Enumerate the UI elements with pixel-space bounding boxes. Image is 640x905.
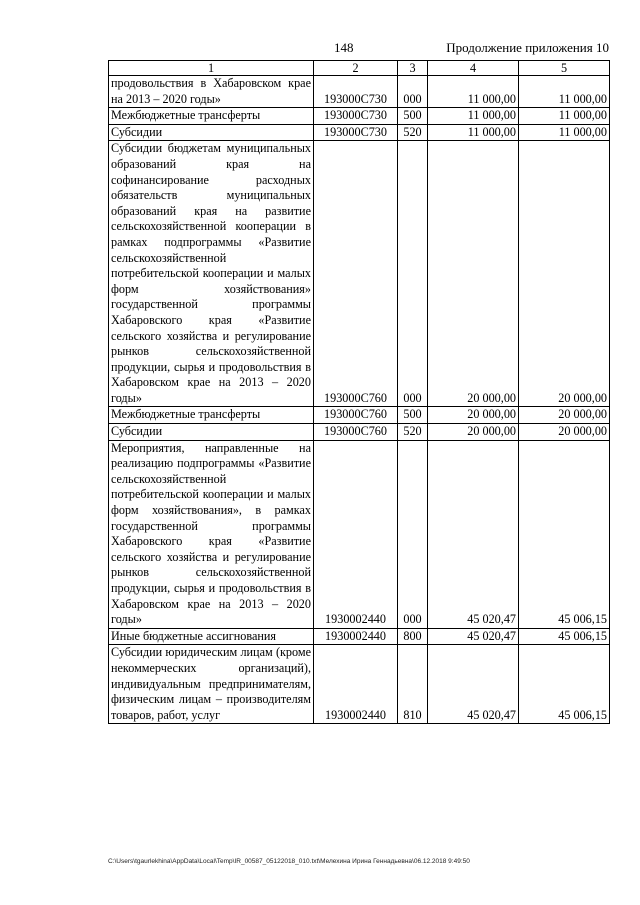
- target-article-code: 193000С730: [314, 76, 398, 108]
- row-name: Субсидии юридическим лицам (кроме некоммерческих организаций), индивидуальным предпринимателям, физическим лицам – производителям товаров, работ, услуг: [109, 645, 314, 724]
- column-header: 3: [398, 61, 428, 76]
- table-row: [109, 124, 610, 141]
- amount-col4: 11 000,00: [428, 76, 519, 108]
- expense-type-code: 810: [398, 645, 428, 724]
- amount-col4: 11 000,00: [428, 108, 519, 125]
- table-row: [109, 407, 610, 424]
- column-header: 2: [314, 61, 398, 76]
- table-row: [109, 141, 610, 407]
- table-row: [109, 424, 610, 441]
- row-name: Межбюджетные трансферты: [109, 108, 314, 125]
- amount-col4: 45 020,47: [428, 645, 519, 724]
- amount-col4: 20 000,00: [428, 141, 519, 407]
- row-name: Субсидии: [109, 124, 314, 141]
- amount-col5: 11 000,00: [519, 108, 610, 125]
- expense-type-code: 500: [398, 407, 428, 424]
- target-article-code: 193000С730: [314, 124, 398, 141]
- target-article-code: 1930002440: [314, 628, 398, 645]
- file-path-footer: C:\Users\tgaurlekhina\AppData\Local\Temp\IR_00587_05122018_010.txt\Мелехина Ирина Геннадьевна\06.12.2018 9:49:50: [108, 858, 470, 865]
- row-name: продовольствия в Хабаровском крае на 2013 – 2020 годы»: [109, 76, 314, 108]
- target-article-code: 193000С760: [314, 424, 398, 441]
- table-row: [109, 645, 610, 724]
- row-name: Иные бюджетные ассигнования: [109, 628, 314, 645]
- amount-col5: 11 000,00: [519, 124, 610, 141]
- appendix-continuation-note: Продолжение приложения 10: [446, 40, 609, 55]
- target-article-code: 193000С760: [314, 407, 398, 424]
- column-header: 1: [109, 61, 314, 76]
- expense-type-code: 000: [398, 141, 428, 407]
- row-name: Субсидии бюджетам муниципальных образований края на софинансирование расходных обязательств муниципальных образований края на развитие сельскохозяйственной кооперации в рамках подпрограммы «Развитие сельскохозяйственной потребительской кооперации и малых форм хозяйствования» государственной программы Хабаровского края «Развитие сельского хозяйства и регулирование рынков сельскохозяйственной продукции, сырья и продовольствия в Хабаровском крае на 2013 – 2020 годы»: [109, 141, 314, 407]
- expense-type-code: 500: [398, 108, 428, 125]
- amount-col5: 11 000,00: [519, 76, 610, 108]
- expense-type-code: 000: [398, 76, 428, 108]
- target-article-code: 193000С760: [314, 141, 398, 407]
- column-header: 5: [519, 61, 610, 76]
- amount-col5: 20 000,00: [519, 424, 610, 441]
- expense-type-code: 800: [398, 628, 428, 645]
- target-article-code: 193000С730: [314, 108, 398, 125]
- amount-col5: 45 006,15: [519, 440, 610, 628]
- expense-type-code: 520: [398, 124, 428, 141]
- column-header: 4: [428, 61, 519, 76]
- page-number: 148: [334, 40, 354, 55]
- budget-table: [108, 60, 610, 724]
- amount-col5: 20 000,00: [519, 141, 610, 407]
- row-name: Субсидии: [109, 424, 314, 441]
- amount-col4: 45 020,47: [428, 628, 519, 645]
- amount-col4: 20 000,00: [428, 407, 519, 424]
- row-name: Межбюджетные трансферты: [109, 407, 314, 424]
- amount-col5: 45 006,15: [519, 628, 610, 645]
- amount-col5: 45 006,15: [519, 645, 610, 724]
- target-article-code: 1930002440: [314, 645, 398, 724]
- column-number-row: [109, 61, 610, 76]
- amount-col4: 11 000,00: [428, 124, 519, 141]
- amount-col4: 45 020,47: [428, 440, 519, 628]
- target-article-code: 1930002440: [314, 440, 398, 628]
- row-name: Мероприятия, направленные на реализацию подпрограммы «Развитие сельскохозяйственной потребительской кооперации и малых форм хозяйствования», в рамках государственной программы Хабаровского края «Развитие сельского хозяйства и регулирование рынков сельскохозяйственной продукции, сырья и продовольствия в Хабаровском крае на 2013 – 2020 годы»: [109, 440, 314, 628]
- table-row: [109, 440, 610, 628]
- amount-col5: 20 000,00: [519, 407, 610, 424]
- expense-type-code: 000: [398, 440, 428, 628]
- table-row: [109, 76, 610, 108]
- amount-col4: 20 000,00: [428, 424, 519, 441]
- table-row: [109, 108, 610, 125]
- expense-type-code: 520: [398, 424, 428, 441]
- table-row: [109, 628, 610, 645]
